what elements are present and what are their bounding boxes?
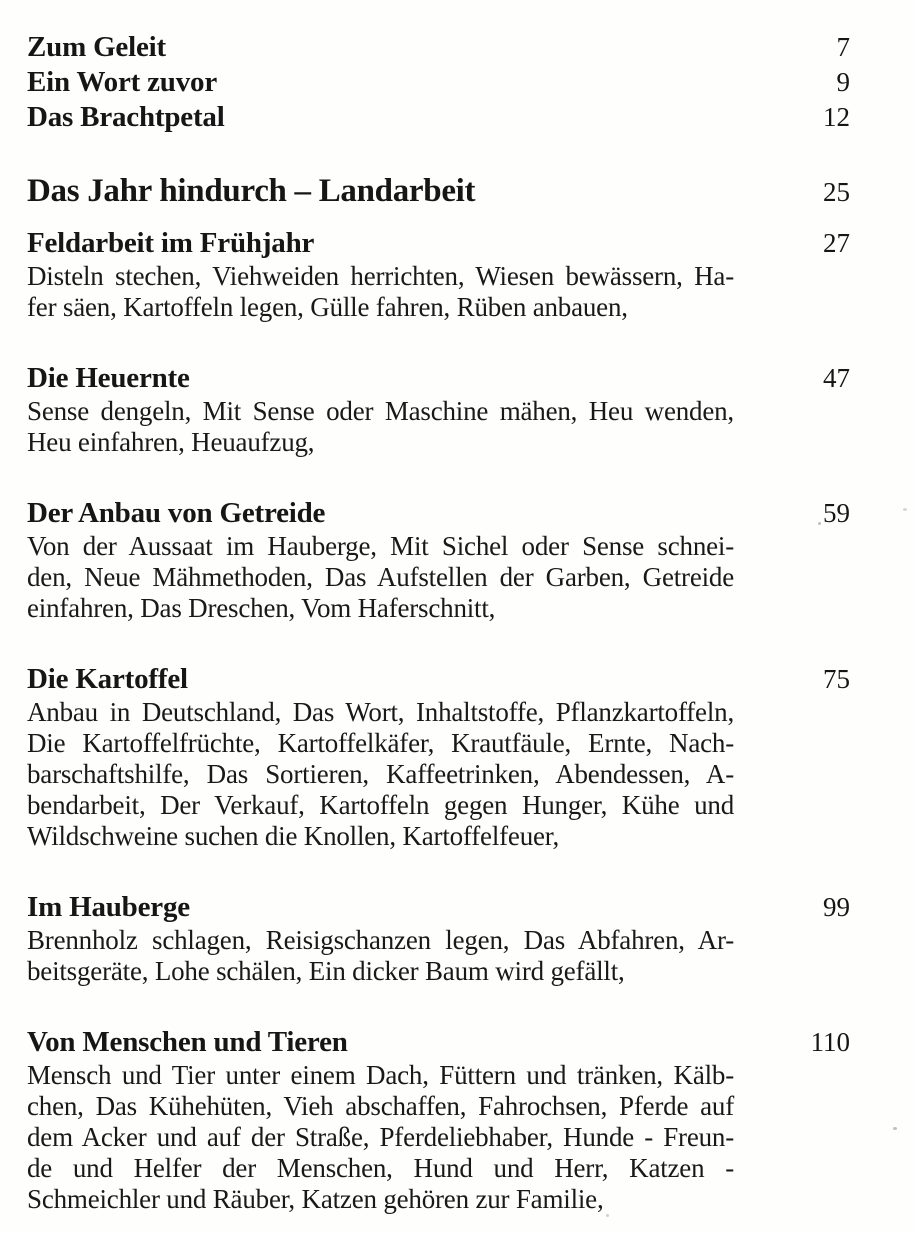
toc-body-line: barschaftshilfe, Das Sortieren, Kaffeetrinken, Abendessen, A- [27, 759, 734, 789]
toc-entry-page-number: 7 [836, 32, 850, 62]
toc-body-line: bendarbeit, Der Verkauf, Kartoffeln gegen Hunger, Kühe und [27, 790, 734, 820]
toc-entry [27, 100, 850, 135]
toc-section-subtopics [27, 925, 734, 987]
toc-section-title: Von Menschen und Tieren [27, 1026, 348, 1058]
toc-section [27, 496, 850, 624]
scan-speck [893, 1127, 897, 1130]
toc-section-page-number: 27 [823, 228, 850, 258]
scan-speck [818, 522, 821, 525]
toc-section-page-number: 75 [823, 664, 850, 694]
toc-section-title: Der Anbau von Getreide [27, 497, 326, 529]
toc-body-line: Brennholz schlagen, Reisigschanzen legen, Das Abfahren, Ar- [27, 925, 734, 955]
toc-section-page-number: 47 [823, 363, 850, 393]
toc-body-line: Schmeichler und Räuber, Katzen gehören zur Familie, [27, 1184, 604, 1214]
toc-section-heading-row [27, 662, 850, 697]
toc-section-title: Feldarbeit im Frühjahr [27, 227, 315, 259]
toc-body-line: Die Kartoffelfrüchte, Kartoffelkäfer, Krautfäule, Ernte, Nach- [27, 728, 734, 758]
toc-section-page-number: 99 [823, 892, 850, 922]
scan-speck [606, 1214, 609, 1217]
toc-entry-title: Das Brachtpetal [27, 101, 225, 133]
toc-part-title: Das Jahr hindurch – Landarbeit [27, 173, 476, 209]
toc-part-title-row [27, 172, 850, 210]
scan-speck [903, 508, 907, 511]
toc-body-line: dem Acker und auf der Straße, Pferdeliebhaber, Hunde - Freun- [27, 1122, 734, 1152]
toc-body-line: Von der Aussaat im Hauberge, Mit Sichel oder Sense schnei- [27, 531, 734, 561]
toc-section-title: Die Heuernte [27, 362, 190, 394]
toc-section-subtopics [27, 261, 734, 323]
toc-body-line: chen, Das Kühehüten, Vieh abschaffen, Fahrochsen, Pferde auf [27, 1091, 734, 1121]
toc-body-line: fer säen, Kartoffeln legen, Gülle fahren, Rüben anbauen, [27, 292, 628, 322]
toc-body-line: Mensch und Tier unter einem Dach, Füttern und tränken, Kälb- [27, 1060, 734, 1090]
toc-section-page-number: 110 [810, 1027, 850, 1057]
toc-body-line: beitsgeräte, Lohe schälen, Ein dicker Baum wird gefällt, [27, 956, 625, 986]
toc-section-heading-row [27, 1025, 850, 1060]
toc-section [27, 361, 850, 458]
toc-section-subtopics [27, 396, 734, 458]
toc-entry [27, 30, 850, 65]
toc-body-line: einfahren, Das Dreschen, Vom Haferschnitt, [27, 593, 496, 623]
toc-entry-page-number: 12 [823, 102, 850, 132]
toc-section-subtopics [27, 1060, 734, 1215]
toc-section-heading-row [27, 496, 850, 531]
toc-section [27, 1025, 850, 1215]
toc-body-line: Wildschweine suchen die Knollen, Kartoffelfeuer, [27, 821, 560, 851]
toc-body-line: Anbau in Deutschland, Das Wort, Inhaltstoffe, Pflanzkartoffeln, [27, 697, 734, 727]
toc-section [27, 890, 850, 987]
toc-part-page-number: 25 [823, 177, 850, 207]
toc-body-line: Sense dengeln, Mit Sense oder Maschine mähen, Heu wenden, [27, 396, 734, 426]
toc-section-page-number: 59 [823, 498, 850, 528]
toc-section [27, 226, 850, 323]
toc-section-heading-row [27, 890, 850, 925]
toc-section-heading-row [27, 226, 850, 261]
toc-entry-title: Zum Geleit [27, 31, 166, 63]
toc-entry [27, 65, 850, 100]
toc-body-line: de und Helfer der Menschen, Hund und Herr, Katzen - [27, 1153, 734, 1183]
toc-section-title: Im Hauberge [27, 891, 190, 923]
toc-entry-page-number: 9 [836, 67, 850, 97]
toc-section-subtopics [27, 697, 734, 852]
toc-body-line: den, Neue Mähmethoden, Das Aufstellen der Garben, Getreide [27, 562, 734, 592]
toc-body-line: Heu einfahren, Heuaufzug, [27, 427, 315, 457]
toc-section [27, 662, 850, 852]
toc-body-line: Disteln stechen, Viehweiden herrichten, Wiesen bewässern, Ha- [27, 261, 734, 291]
toc-entry-title: Ein Wort zuvor [27, 66, 218, 98]
toc-section-heading-row [27, 361, 850, 396]
toc-section-subtopics [27, 531, 734, 624]
toc-section-title: Die Kartoffel [27, 663, 188, 695]
